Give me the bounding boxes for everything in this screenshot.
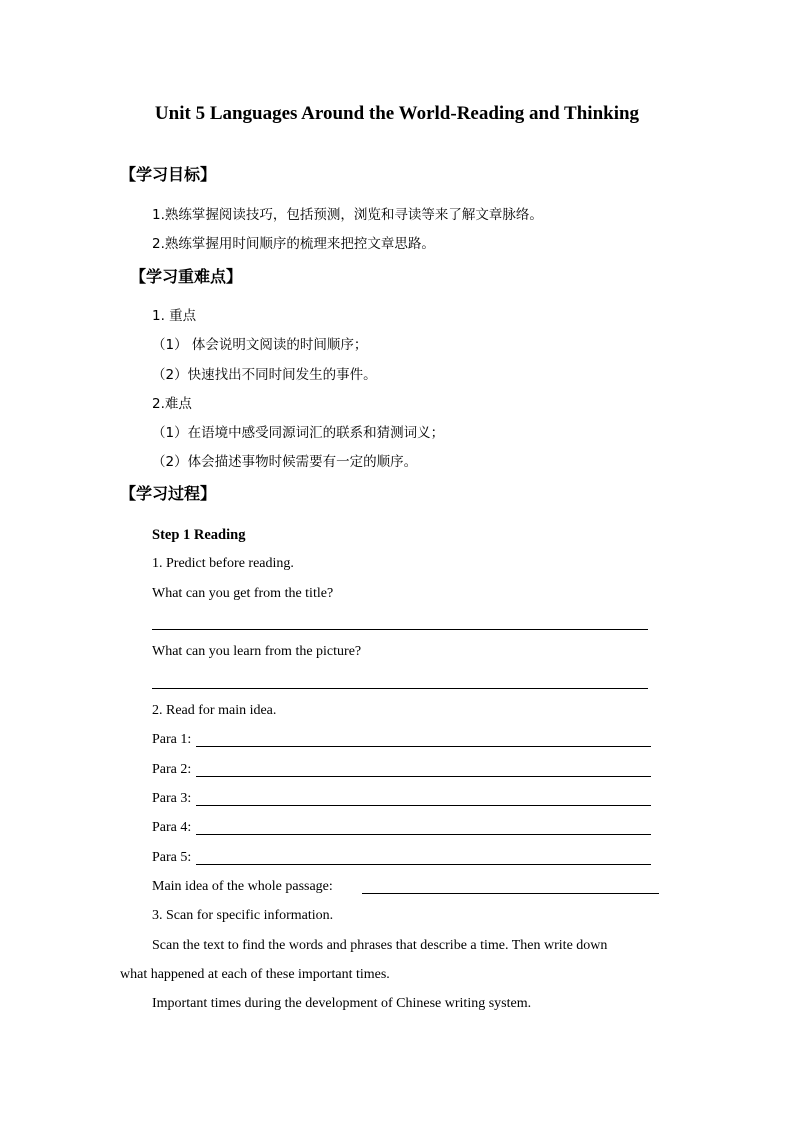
- process-heading: 【学习过程】: [120, 484, 217, 503]
- whole-passage-label: Main idea of the whole passage:: [152, 879, 333, 894]
- question-title: What can you get from the title?: [152, 586, 334, 601]
- para-answer-line-1[interactable]: [196, 746, 651, 747]
- para-label-4: Para 4:: [152, 820, 192, 835]
- difficulty-item-2: （2）体会描述事物时候需要有一定的顺序。: [152, 454, 418, 470]
- para-answer-line-3[interactable]: [196, 805, 651, 806]
- scan-instruction-line-2: what happened at each of these important times.: [120, 967, 390, 982]
- whole-passage-answer-line[interactable]: [362, 893, 659, 894]
- para-answer-line-2[interactable]: [196, 776, 651, 777]
- page-title: Unit 5 Languages Around the World-Reading and Thinking: [154, 103, 640, 124]
- key-points-heading: 【学习重难点】: [130, 267, 243, 286]
- para-label-2: Para 2:: [152, 762, 192, 777]
- para-answer-line-5[interactable]: [196, 864, 651, 865]
- objective-item-1: 1.熟练掌握阅读技巧，包括预测，浏览和寻读等来了解文章脉络。: [152, 207, 543, 223]
- step1-heading: Step 1 Reading: [152, 527, 246, 543]
- scan-instruction-line-1: Scan the text to find the words and phrases that describe a time. Then write down: [152, 938, 608, 953]
- objectives-heading: 【学习目标】: [120, 165, 217, 184]
- answer-line-picture[interactable]: [152, 688, 648, 689]
- para-label-1: Para 1:: [152, 732, 192, 747]
- para-label-5: Para 5:: [152, 850, 192, 865]
- difficulty-item-1: （1）在语境中感受同源词汇的联系和猜测词义；: [152, 425, 445, 441]
- para-label-3: Para 3:: [152, 791, 192, 806]
- scan-label: 3. Scan for specific information.: [152, 908, 334, 923]
- predict-label: 1. Predict before reading.: [152, 556, 294, 571]
- objective-item-2: 2.熟练掌握用时间顺序的梳理来把控文章思路。: [152, 236, 435, 252]
- focus-item-1: （1） 体会说明文阅读的时间顺序；: [152, 337, 368, 353]
- important-times-label: Important times during the development of Chinese writing system.: [152, 996, 532, 1011]
- focus-item-2: （2）快速找出不同时间发生的事件。: [152, 367, 377, 383]
- para-answer-line-4[interactable]: [196, 834, 651, 835]
- main-idea-label: 2. Read for main idea.: [152, 703, 277, 718]
- question-picture: What can you learn from the picture?: [152, 644, 362, 659]
- focus-label: 1. 重点: [152, 308, 197, 324]
- difficulty-label: 2.难点: [152, 396, 192, 412]
- answer-line-title[interactable]: [152, 629, 648, 630]
